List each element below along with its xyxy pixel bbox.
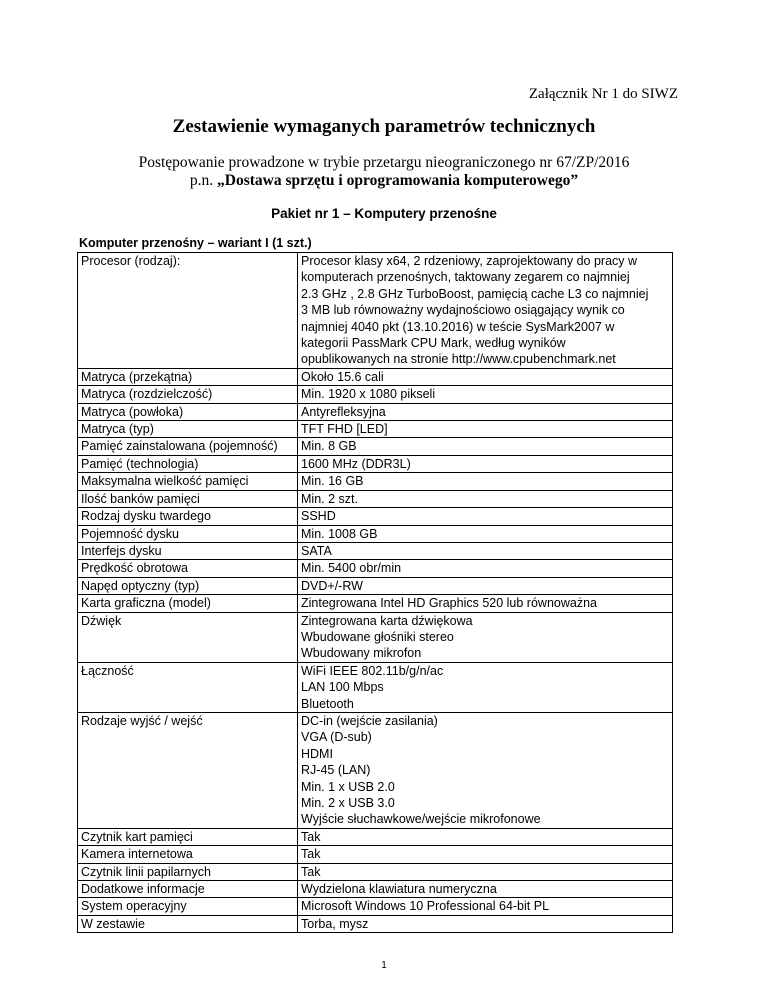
table-row	[78, 662, 673, 712]
value-line: Min. 1 x USB 2.0	[301, 779, 395, 794]
table-row	[78, 421, 673, 438]
value-cell	[298, 253, 673, 369]
param-cell: Dodatkowe informacje	[78, 881, 298, 898]
value-line: Około 15.6 cali	[301, 369, 384, 384]
table-row	[78, 898, 673, 915]
table-row	[78, 863, 673, 880]
param-cell: Napęd optyczny (typ)	[78, 577, 298, 594]
param-cell: Czytnik linii papilarnych	[78, 863, 298, 880]
param-cell: W zestawie	[78, 915, 298, 932]
value-line: RJ-45 (LAN)	[301, 763, 371, 778]
param-cell: Procesor (rodzaj):	[78, 253, 298, 369]
section-title: Komputer przenośny – wariant I (1 szt.)	[79, 236, 312, 250]
param-cell: Pamięć (technologia)	[78, 455, 298, 472]
value-cell	[298, 612, 673, 662]
value-line: VGA (D-sub)	[301, 730, 372, 745]
value-line: Microsoft Windows 10 Professional 64-bit PL	[301, 899, 550, 914]
param-cell: Matryca (przekątna)	[78, 368, 298, 385]
value-line: Min. 2 szt.	[301, 491, 358, 506]
param-cell: Ilość banków pamięci	[78, 490, 298, 507]
param-cell: Łączność	[78, 662, 298, 712]
procedure-name: „Dostawa sprzętu i oprogramowania komputerowego”	[217, 172, 579, 189]
value-line: Zintegrowana Intel HD Graphics 520 lub równoważna	[301, 596, 597, 611]
param-cell: Matryca (powłoka)	[78, 403, 298, 420]
value-line: Min. 1920 x 1080 pikseli	[301, 387, 436, 402]
value-line: Wydzielona klawiatura numeryczna	[301, 882, 497, 897]
value-line: SATA	[301, 543, 332, 558]
table-row	[78, 490, 673, 507]
value-line: HDMI	[301, 746, 333, 761]
value-cell	[298, 438, 673, 455]
value-line: 1600 MHz (DDR3L)	[301, 456, 411, 471]
value-line: SSHD	[301, 509, 336, 524]
value-line: Min. 1008 GB	[301, 526, 378, 541]
value-cell	[298, 403, 673, 420]
table-row	[78, 577, 673, 594]
value-line: najmniej 4040 pkt (13.10.2016) w teście SysMark2007 w	[301, 319, 615, 334]
param-cell: Kamera internetowa	[78, 846, 298, 863]
value-cell	[298, 595, 673, 612]
value-cell	[298, 490, 673, 507]
value-line: Tak	[301, 847, 321, 862]
value-cell	[298, 542, 673, 559]
param-cell: Pamięć zainstalowana (pojemność)	[78, 438, 298, 455]
param-cell: System operacyjny	[78, 898, 298, 915]
value-line: Antyrefleksyjna	[301, 404, 386, 419]
value-line: Procesor klasy x64, 2 rdzeniowy, zaprojektowany do pracy w	[301, 254, 638, 268]
value-cell	[298, 577, 673, 594]
table-row	[78, 368, 673, 385]
spec-table-body	[78, 253, 673, 933]
table-row	[78, 473, 673, 490]
attachment-label: Załącznik Nr 1 do SIWZ	[528, 86, 678, 102]
value-line: TFT FHD [LED]	[301, 422, 388, 437]
spec-table	[77, 252, 673, 933]
table-row	[78, 508, 673, 525]
value-cell	[298, 473, 673, 490]
package-heading: Pakiet nr 1 – Komputery przenośne	[271, 206, 497, 221]
value-line: Torba, mysz	[301, 916, 369, 931]
param-cell: Matryca (typ)	[78, 421, 298, 438]
table-row	[78, 915, 673, 932]
table-row	[78, 542, 673, 559]
table-row	[78, 828, 673, 845]
document-title: Zestawienie wymaganych parametrów technicznych	[172, 116, 596, 137]
table-row	[78, 612, 673, 662]
page-number: 1	[381, 960, 387, 971]
value-cell	[298, 881, 673, 898]
param-cell: Dźwięk	[78, 612, 298, 662]
value-cell	[298, 712, 673, 828]
param-cell: Pojemność dysku	[78, 525, 298, 542]
value-cell	[298, 525, 673, 542]
value-cell	[298, 846, 673, 863]
value-cell	[298, 368, 673, 385]
param-cell: Karta graficzna (model)	[78, 595, 298, 612]
param-cell: Rodzaje wyjść / wejść	[78, 712, 298, 828]
param-cell: Rodzaj dysku twardego	[78, 508, 298, 525]
table-row	[78, 525, 673, 542]
value-cell	[298, 386, 673, 403]
table-row	[78, 560, 673, 577]
value-cell	[298, 508, 673, 525]
value-line: Wbudowany mikrofon	[301, 646, 422, 661]
table-row	[78, 403, 673, 420]
value-line: WiFi IEEE 802.11b/g/n/ac	[301, 663, 444, 678]
value-line: Min. 2 x USB 3.0	[301, 796, 395, 810]
value-line: 3 MB lub równoważny wydajnościowo osiągający wynik co	[301, 303, 625, 318]
procedure-name-line	[0, 172, 768, 190]
value-line: Min. 8 GB	[301, 439, 357, 454]
param-cell: Interfejs dysku	[78, 542, 298, 559]
value-line: Wbudowane głośniki stereo	[301, 629, 454, 644]
param-cell: Matryca (rozdzielczość)	[78, 386, 298, 403]
param-cell: Prędkość obrotowa	[78, 560, 298, 577]
table-row	[78, 595, 673, 612]
value-line: DC-in (wejście zasilania)	[301, 713, 438, 728]
value-cell	[298, 828, 673, 845]
value-line: Tak	[301, 864, 321, 879]
value-line: Bluetooth	[301, 696, 354, 711]
table-row	[78, 253, 673, 369]
param-cell: Maksymalna wielkość pamięci	[78, 473, 298, 490]
value-line: 2.3 GHz , 2.8 GHz TurboBoost, pamięcią cache L3 co najmniej	[301, 286, 649, 301]
table-row	[78, 881, 673, 898]
table-row	[78, 846, 673, 863]
value-line: komputerach przenośnych, taktowany zegarem co najmniej	[301, 270, 630, 285]
value-cell	[298, 863, 673, 880]
table-row	[78, 438, 673, 455]
value-line: Min. 16 GB	[301, 474, 364, 489]
procedure-line: Postępowanie prowadzone w trybie przetargu nieograniczonego nr 67/ZP/2016	[138, 154, 630, 171]
table-row	[78, 455, 673, 472]
param-cell: Czytnik kart pamięci	[78, 828, 298, 845]
procedure-prefix: p.n.	[189, 172, 218, 189]
value-line: opublikowanych na stronie http://www.cpubenchmark.net	[301, 352, 616, 367]
value-cell	[298, 915, 673, 932]
value-line: kategorii PassMark CPU Mark, według wyników	[301, 336, 566, 351]
value-cell	[298, 898, 673, 915]
value-cell	[298, 421, 673, 438]
value-cell	[298, 560, 673, 577]
value-line: Tak	[301, 829, 321, 844]
table-row	[78, 386, 673, 403]
value-cell	[298, 662, 673, 712]
value-cell	[298, 455, 673, 472]
table-row	[78, 712, 673, 828]
value-line: Min. 5400 obr/min	[301, 561, 402, 576]
value-line: DVD+/-RW	[301, 578, 363, 593]
value-line: Wyjście słuchawkowe/wejście mikrofonowe	[301, 812, 541, 827]
value-line: Zintegrowana karta dźwiękowa	[301, 613, 473, 628]
value-line: LAN 100 Mbps	[301, 680, 384, 695]
